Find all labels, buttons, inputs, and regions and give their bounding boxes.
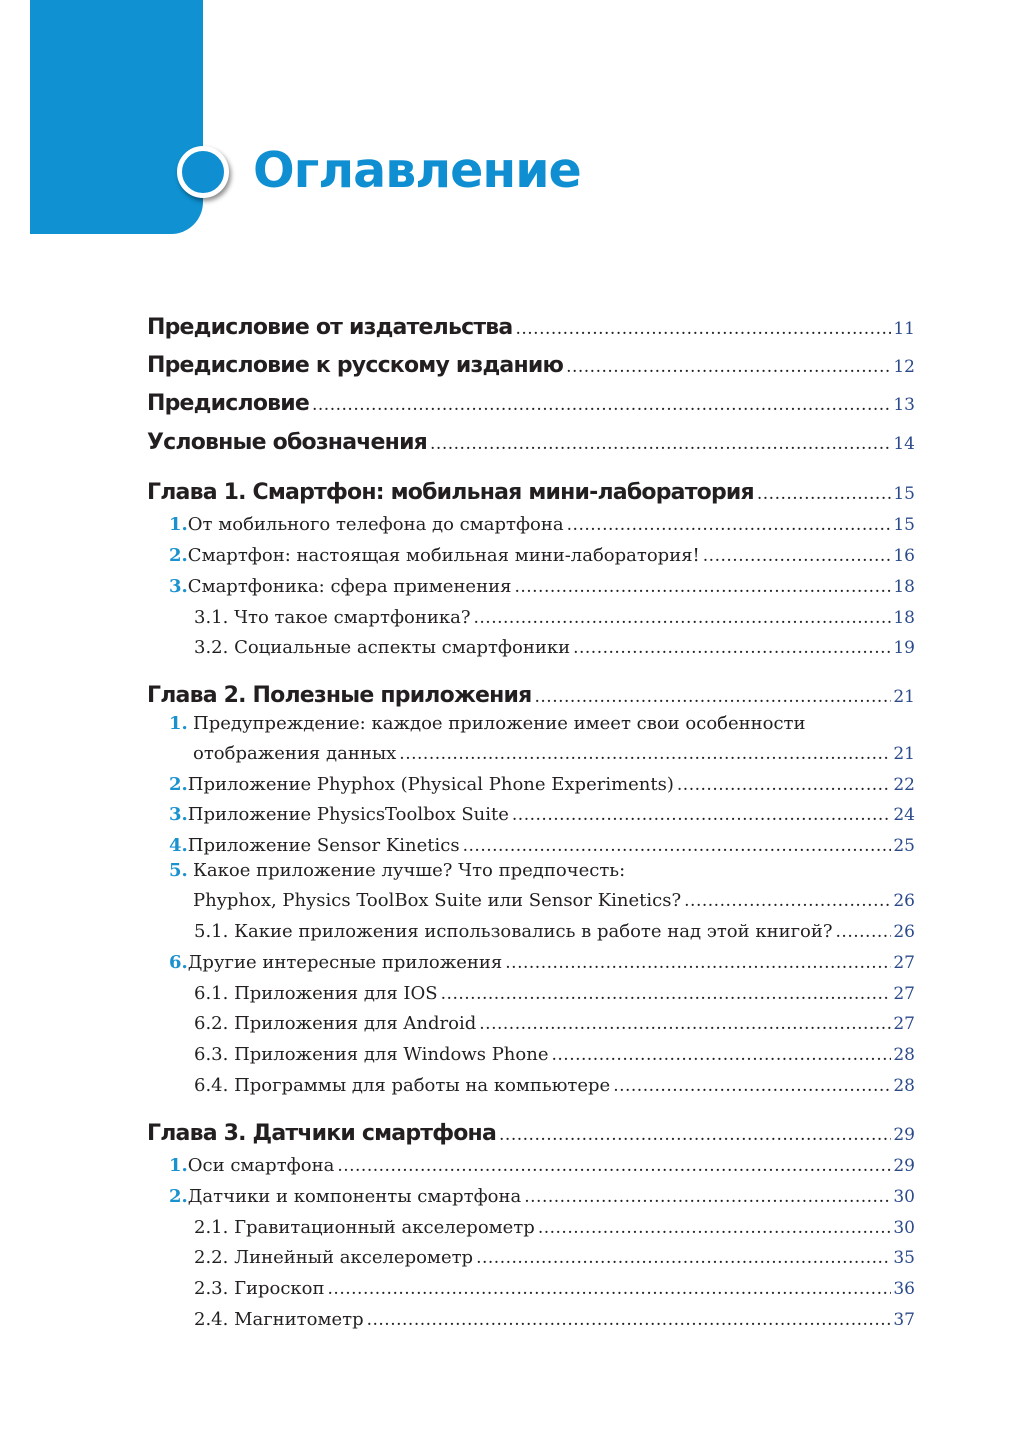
toc-section[interactable] [147, 567, 915, 597]
dot-leader [367, 1310, 892, 1330]
page-number: 26 [893, 922, 915, 942]
toc-section[interactable] [147, 505, 915, 535]
toc-line [194, 1044, 915, 1065]
toc-subsection[interactable] [147, 1269, 915, 1299]
dot-leader [505, 953, 891, 973]
toc-line [194, 1247, 915, 1268]
toc-subsection[interactable] [147, 1035, 915, 1065]
toc-line [169, 514, 915, 535]
toc-subsection[interactable] [147, 974, 915, 1004]
toc-line [169, 545, 915, 566]
toc-line [194, 921, 915, 942]
toc-entry-text: Предупреждение: каждое приложение имеет свои особенности [193, 713, 806, 734]
dot-leader [474, 608, 892, 628]
page-number: 11 [893, 319, 915, 339]
toc-line [169, 774, 915, 795]
page-number: 26 [893, 891, 915, 911]
toc-entry-text: Предисловие к русскому изданию [147, 353, 564, 378]
page-number: 30 [893, 1187, 915, 1207]
toc-entry-text: Смартфоника: сфера применения [187, 576, 512, 597]
toc-entry-text: Приложение Phyphox (Physical Phone Experiments) [187, 774, 674, 795]
page-number: 28 [893, 1045, 915, 1065]
toc-line [147, 391, 915, 416]
section-number: 5. [169, 860, 188, 881]
toc-line [147, 1121, 915, 1146]
toc-entry-text: Оси смартфона [187, 1155, 335, 1176]
toc-line [193, 743, 915, 764]
toc-heading[interactable] [147, 348, 915, 378]
toc-line [194, 983, 915, 1004]
dot-leader [677, 775, 891, 795]
page-number: 19 [893, 638, 915, 658]
toc-entry-text: Приложение Sensor Kinetics [187, 835, 460, 856]
toc-line [169, 576, 915, 597]
dot-leader [535, 687, 892, 707]
section-number: 3. [169, 576, 188, 597]
toc-heading[interactable] [147, 1116, 915, 1146]
toc-line [193, 890, 915, 911]
toc-line [169, 1155, 915, 1176]
toc-entry-text: 2.4. Магнитометр [194, 1309, 364, 1330]
toc-section[interactable] [147, 1146, 915, 1176]
page-number: 35 [893, 1248, 915, 1268]
section-number: 1. [169, 713, 188, 734]
section-number: 2. [169, 774, 188, 795]
toc-entry-text: Глава 3. Датчики смартфона [147, 1121, 497, 1146]
dot-leader [337, 1156, 891, 1176]
section-number: 1. [169, 1155, 188, 1176]
toc-entry-text: 3.1. Что такое смартфоника? [194, 607, 471, 628]
toc-line [194, 1278, 915, 1299]
page-number: 25 [893, 836, 915, 856]
page-number: 21 [893, 687, 915, 707]
dot-leader [499, 1125, 891, 1145]
toc-line [194, 637, 915, 658]
toc-line [194, 1217, 915, 1238]
dot-leader [757, 484, 892, 504]
dot-leader [684, 891, 891, 911]
page-number: 12 [893, 357, 915, 377]
toc-entry-text: Приложение PhysicsToolbox Suite [187, 804, 509, 825]
toc-section[interactable] [147, 826, 915, 856]
toc-line [169, 835, 915, 856]
toc-line [169, 804, 915, 825]
toc-section[interactable] [147, 1177, 915, 1207]
toc-entry-text: 5.1. Какие приложения использовались в работе над этой книгой? [194, 921, 833, 942]
dot-leader [613, 1076, 891, 1096]
page-number: 37 [893, 1310, 915, 1330]
toc-subsection[interactable] [147, 1238, 915, 1268]
dot-leader [430, 434, 891, 454]
page-title: Оглавление [253, 142, 581, 199]
page-number: 18 [893, 577, 915, 597]
page-number: 29 [893, 1156, 915, 1176]
toc-line [169, 1186, 915, 1207]
page-number: 15 [893, 515, 915, 535]
page-number: 28 [893, 1076, 915, 1096]
page-number: 27 [893, 953, 915, 973]
toc-subsection[interactable] [147, 1004, 915, 1034]
page-number: 13 [893, 395, 915, 415]
page-number: 29 [893, 1125, 915, 1145]
page-number: 22 [893, 775, 915, 795]
page-number: 16 [893, 546, 915, 566]
toc-section[interactable] [147, 536, 915, 566]
section-number: 1. [169, 514, 188, 535]
toc-line [169, 952, 915, 973]
page-number: 15 [893, 484, 915, 504]
toc-entry-text: Какое приложение лучше? Что предпочесть: [193, 860, 626, 881]
section-number: 2. [169, 1186, 188, 1207]
toc-heading[interactable] [147, 425, 915, 455]
toc-entry-text: 6.3. Приложения для Windows Phone [194, 1044, 549, 1065]
section-number: 3. [169, 804, 188, 825]
page-number: 21 [893, 744, 915, 764]
dot-leader [538, 1218, 892, 1238]
toc-entry-text: Датчики и компоненты смартфона [187, 1186, 522, 1207]
toc-entry-text: 2.3. Гироскоп [194, 1278, 325, 1299]
toc-entry-text: Глава 2. Полезные приложения [147, 683, 532, 708]
toc-entry-text: 6.1. Приложения для IOS [194, 983, 438, 1004]
toc-entry-text: 3.2. Социальные аспекты смартфоники [194, 637, 571, 658]
toc-heading[interactable] [147, 475, 915, 505]
dot-leader [463, 836, 892, 856]
dot-leader [573, 638, 891, 658]
page-number: 27 [893, 1014, 915, 1034]
toc-section[interactable] [147, 943, 915, 973]
toc-entry-text: Другие интересные приложения [187, 952, 503, 973]
page-number: 18 [893, 608, 915, 628]
toc-section[interactable] [147, 713, 915, 764]
toc-section[interactable] [147, 795, 915, 825]
toc-line [147, 353, 915, 378]
toc-subsection[interactable] [147, 1066, 915, 1096]
toc-entry-first-line [169, 860, 626, 881]
toc-line [194, 607, 915, 628]
toc-entry-text: 2.1. Гравитационный акселерометр [194, 1217, 535, 1238]
toc-entry-text: Условные обозначения [147, 430, 428, 455]
dot-leader [551, 1045, 891, 1065]
toc-line [194, 1075, 915, 1096]
dot-leader [703, 546, 892, 566]
toc-entry-text: Смартфон: настоящая мобильная мини-лаборатория! [187, 545, 700, 566]
dot-leader [567, 515, 892, 535]
toc-subsection[interactable] [147, 628, 915, 658]
toc-entry-text: Предисловие от издательства [147, 315, 513, 340]
section-number: 2. [169, 545, 188, 566]
dot-leader [476, 1248, 891, 1268]
toc-heading[interactable] [147, 678, 915, 708]
toc-line [147, 430, 915, 455]
dot-leader [512, 805, 891, 825]
dot-leader [399, 744, 891, 764]
dot-leader [524, 1187, 891, 1207]
dot-leader [836, 922, 892, 942]
toc-line [147, 683, 915, 708]
page-number: 24 [893, 805, 915, 825]
toc-heading[interactable] [147, 310, 915, 340]
dot-leader [441, 984, 892, 1004]
toc-entry-text: Phyphox, Physics ToolBox Suite или Sensor Kinetics? [193, 890, 682, 911]
toc-line [194, 1013, 915, 1034]
toc-line [147, 315, 915, 340]
dot-leader [312, 395, 891, 415]
toc-section[interactable] [147, 765, 915, 795]
toc-heading[interactable] [147, 386, 915, 416]
toc-entry-text: Предисловие [147, 391, 309, 416]
toc-entry-text: 6.4. Программы для работы на компьютере [194, 1075, 611, 1096]
toc-subsection[interactable] [147, 598, 915, 628]
toc-entry-text: Глава 1. Смартфон: мобильная мини-лаборатория [147, 480, 754, 505]
dot-leader [515, 319, 891, 339]
toc-subsection[interactable] [147, 912, 915, 942]
toc-subsection[interactable] [147, 1300, 915, 1330]
toc-section[interactable] [147, 860, 915, 911]
toc-entry-text: 2.2. Линейный акселерометр [194, 1247, 474, 1268]
toc-subsection[interactable] [147, 1208, 915, 1238]
dot-leader [328, 1279, 892, 1299]
toc-entry-text: От мобильного телефона до смартфона [187, 514, 564, 535]
section-number: 6. [169, 952, 188, 973]
dot-leader [479, 1014, 891, 1034]
dot-leader [514, 577, 891, 597]
page-number: 14 [893, 434, 915, 454]
dot-leader [566, 357, 891, 377]
toc-line [147, 480, 915, 505]
page-number: 30 [893, 1218, 915, 1238]
section-number: 4. [169, 835, 188, 856]
toc-entry-text: 6.2. Приложения для Android [194, 1013, 477, 1034]
toc-line [194, 1309, 915, 1330]
page-number: 36 [893, 1279, 915, 1299]
toc-entry-first-line [169, 713, 806, 734]
page-number: 27 [893, 984, 915, 1004]
toc-entry-text: отображения данных [193, 743, 397, 764]
